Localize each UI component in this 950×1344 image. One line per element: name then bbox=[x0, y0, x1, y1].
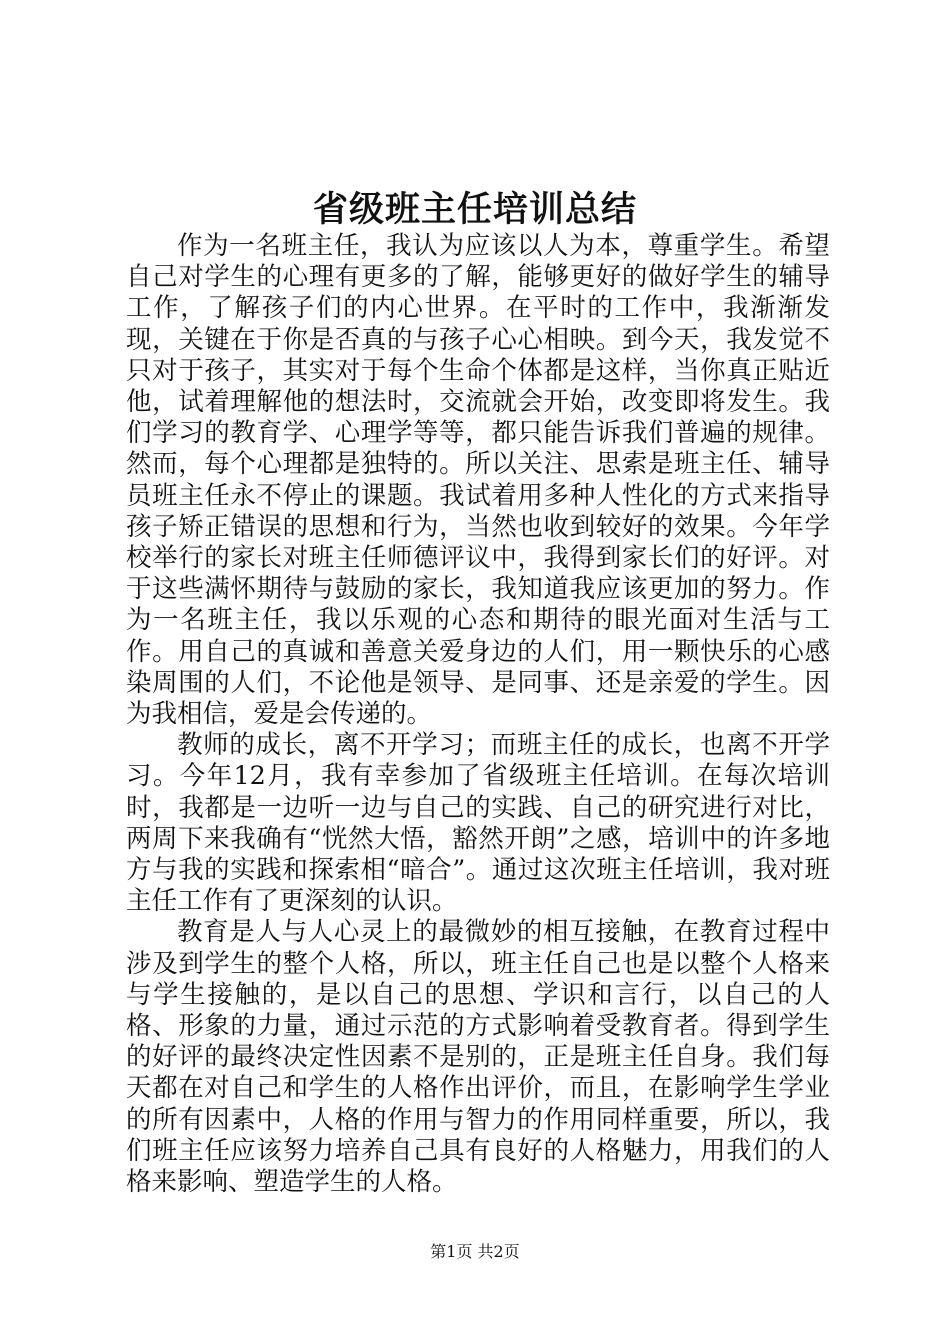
paragraph-2: 教师的成长，离不开学习；而班主任的成长，也离不开学习。今年12月，我有幸参加了省级班主任培训。在每次培训时，我都是一边听一边与自己的实践、自己的研究进行对比，两周下来我确有“恍然大悟，豁然开朗”之感，培训中的许多地方与我的实践和探索相“暗合”。通过这次班主任培训，我对班主任工作有了更深刻的认识。 bbox=[126, 730, 830, 917]
paragraph-3: 教育是人与人心灵上的最微妙的相互接触，在教育过程中涉及到学生的整个人格，所以，班主任自己也是以整个人格来与学生接触的，是以自己的思想、学识和言行，以自己的人格、形象的力量，通过示范的方式影响着受教育者。得到学生的好评的最终决定性因素不是别的，正是班主任自身。我们每天都在对自己和学生的人格作出评价，而且，在影响学生学业的所有因素中，人格的作用与智力的作用同样重要，所以，我们班主任应该努力培养自己具有良好的人格魅力，用我们的人格来影响、塑造学生的人格。 bbox=[126, 917, 830, 1198]
page-footer bbox=[0, 1240, 950, 1264]
document-title: 省级班主任培训总结 bbox=[312, 190, 637, 230]
document-body bbox=[126, 231, 830, 1198]
page-total: 共2页 bbox=[477, 1242, 520, 1261]
paragraph-1: 作为一名班主任，我认为应该以人为本，尊重学生。希望自己对学生的心理有更多的了解，能够更好的做好学生的辅导工作，了解孩子们的内心世界。在平时的工作中，我渐渐发现，关键在于你是否真的与孩子心心相映。到今天，我发觉不只对于孩子，其实对于每个生命个体都是这样，当你真正贴近他，试着理解他的想法时，交流就会开始，改变即将发生。我们学习的教育学、心理学等等，都只能告诉我们普遍的规律。然而，每个心理都是独特的。所以关注、思索是班主任、辅导员班主任永不停止的课题。我试着用多种人性化的方式来指导孩子矫正错误的思想和行为，当然也收到较好的效果。今年学校举行的家长对班主任师德评议中，我得到家长们的好评。对于这些满怀期待与鼓励的家长，我知道我应该更加的努力。作为一名班主任，我以乐观的心态和期待的眼光面对生活与工作。用自己的真诚和善意关爱身边的人们，用一颗快乐的心感染周围的人们，不论他是领导、是同事、还是亲爱的学生。因为我相信，爱是会传递的。 bbox=[126, 231, 830, 730]
page-number: 第1页 bbox=[430, 1242, 473, 1261]
